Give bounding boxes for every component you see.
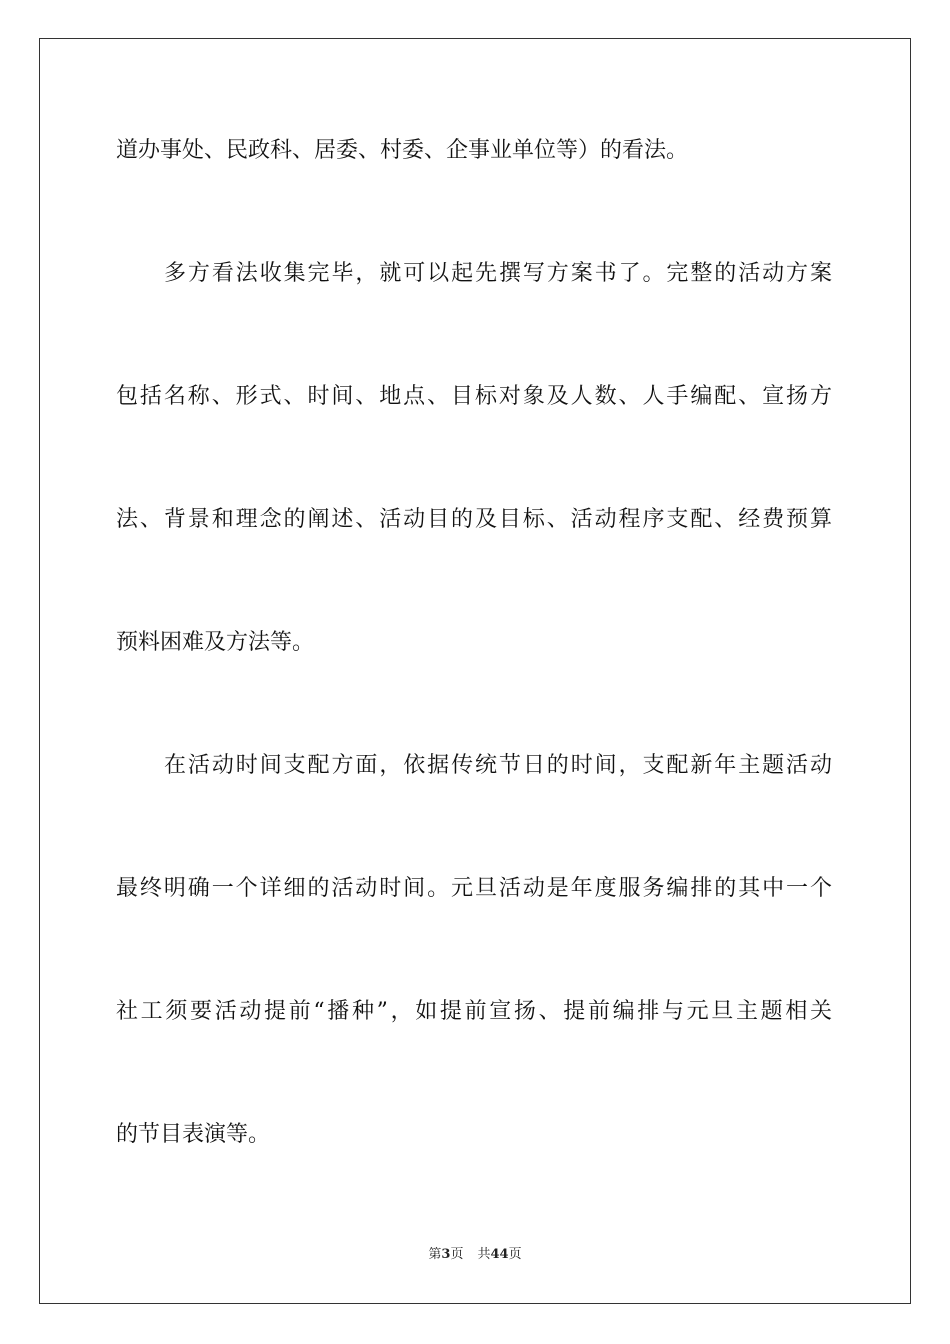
text-line-2: 多方看法收集完毕，就可以起先撰写方案书了。完整的活动方案 [164, 261, 832, 286]
text-line-5: 预料困难及方法等。 [116, 630, 315, 655]
footer-total-prefix: 共 [477, 1247, 491, 1262]
footer-page-total: 44 [490, 1247, 509, 1262]
text-line-1: 道办事处、民政科、居委、村委、企事业单位等）的看法。 [116, 138, 689, 163]
text-line-4: 法、背景和理念的阐述、活动目的及目标、活动程序支配、经费预算 [116, 507, 832, 532]
text-line-7: 最终明确一个详细的活动时间。元旦活动是年度服务编排的其中一个 [116, 876, 832, 901]
page-footer [0, 1246, 950, 1264]
text-line-6: 在活动时间支配方面，依据传统节日的时间，支配新年主题活动 [164, 753, 832, 778]
page-border [39, 38, 911, 1304]
footer-total-suffix: 页 [508, 1247, 522, 1262]
text-line-3: 包括名称、形式、时间、地点、目标对象及人数、人手编配、宣扬方 [116, 384, 832, 409]
footer-page-current: 3 [441, 1247, 451, 1262]
text-line-8: 社工须要活动提前“播种”，如提前宣扬、提前编排与元旦主题相关 [116, 999, 832, 1024]
footer-page-suffix: 页 [450, 1247, 464, 1262]
footer-page-prefix: 第 [428, 1247, 442, 1262]
text-line-9: 的节目表演等。 [116, 1122, 271, 1147]
